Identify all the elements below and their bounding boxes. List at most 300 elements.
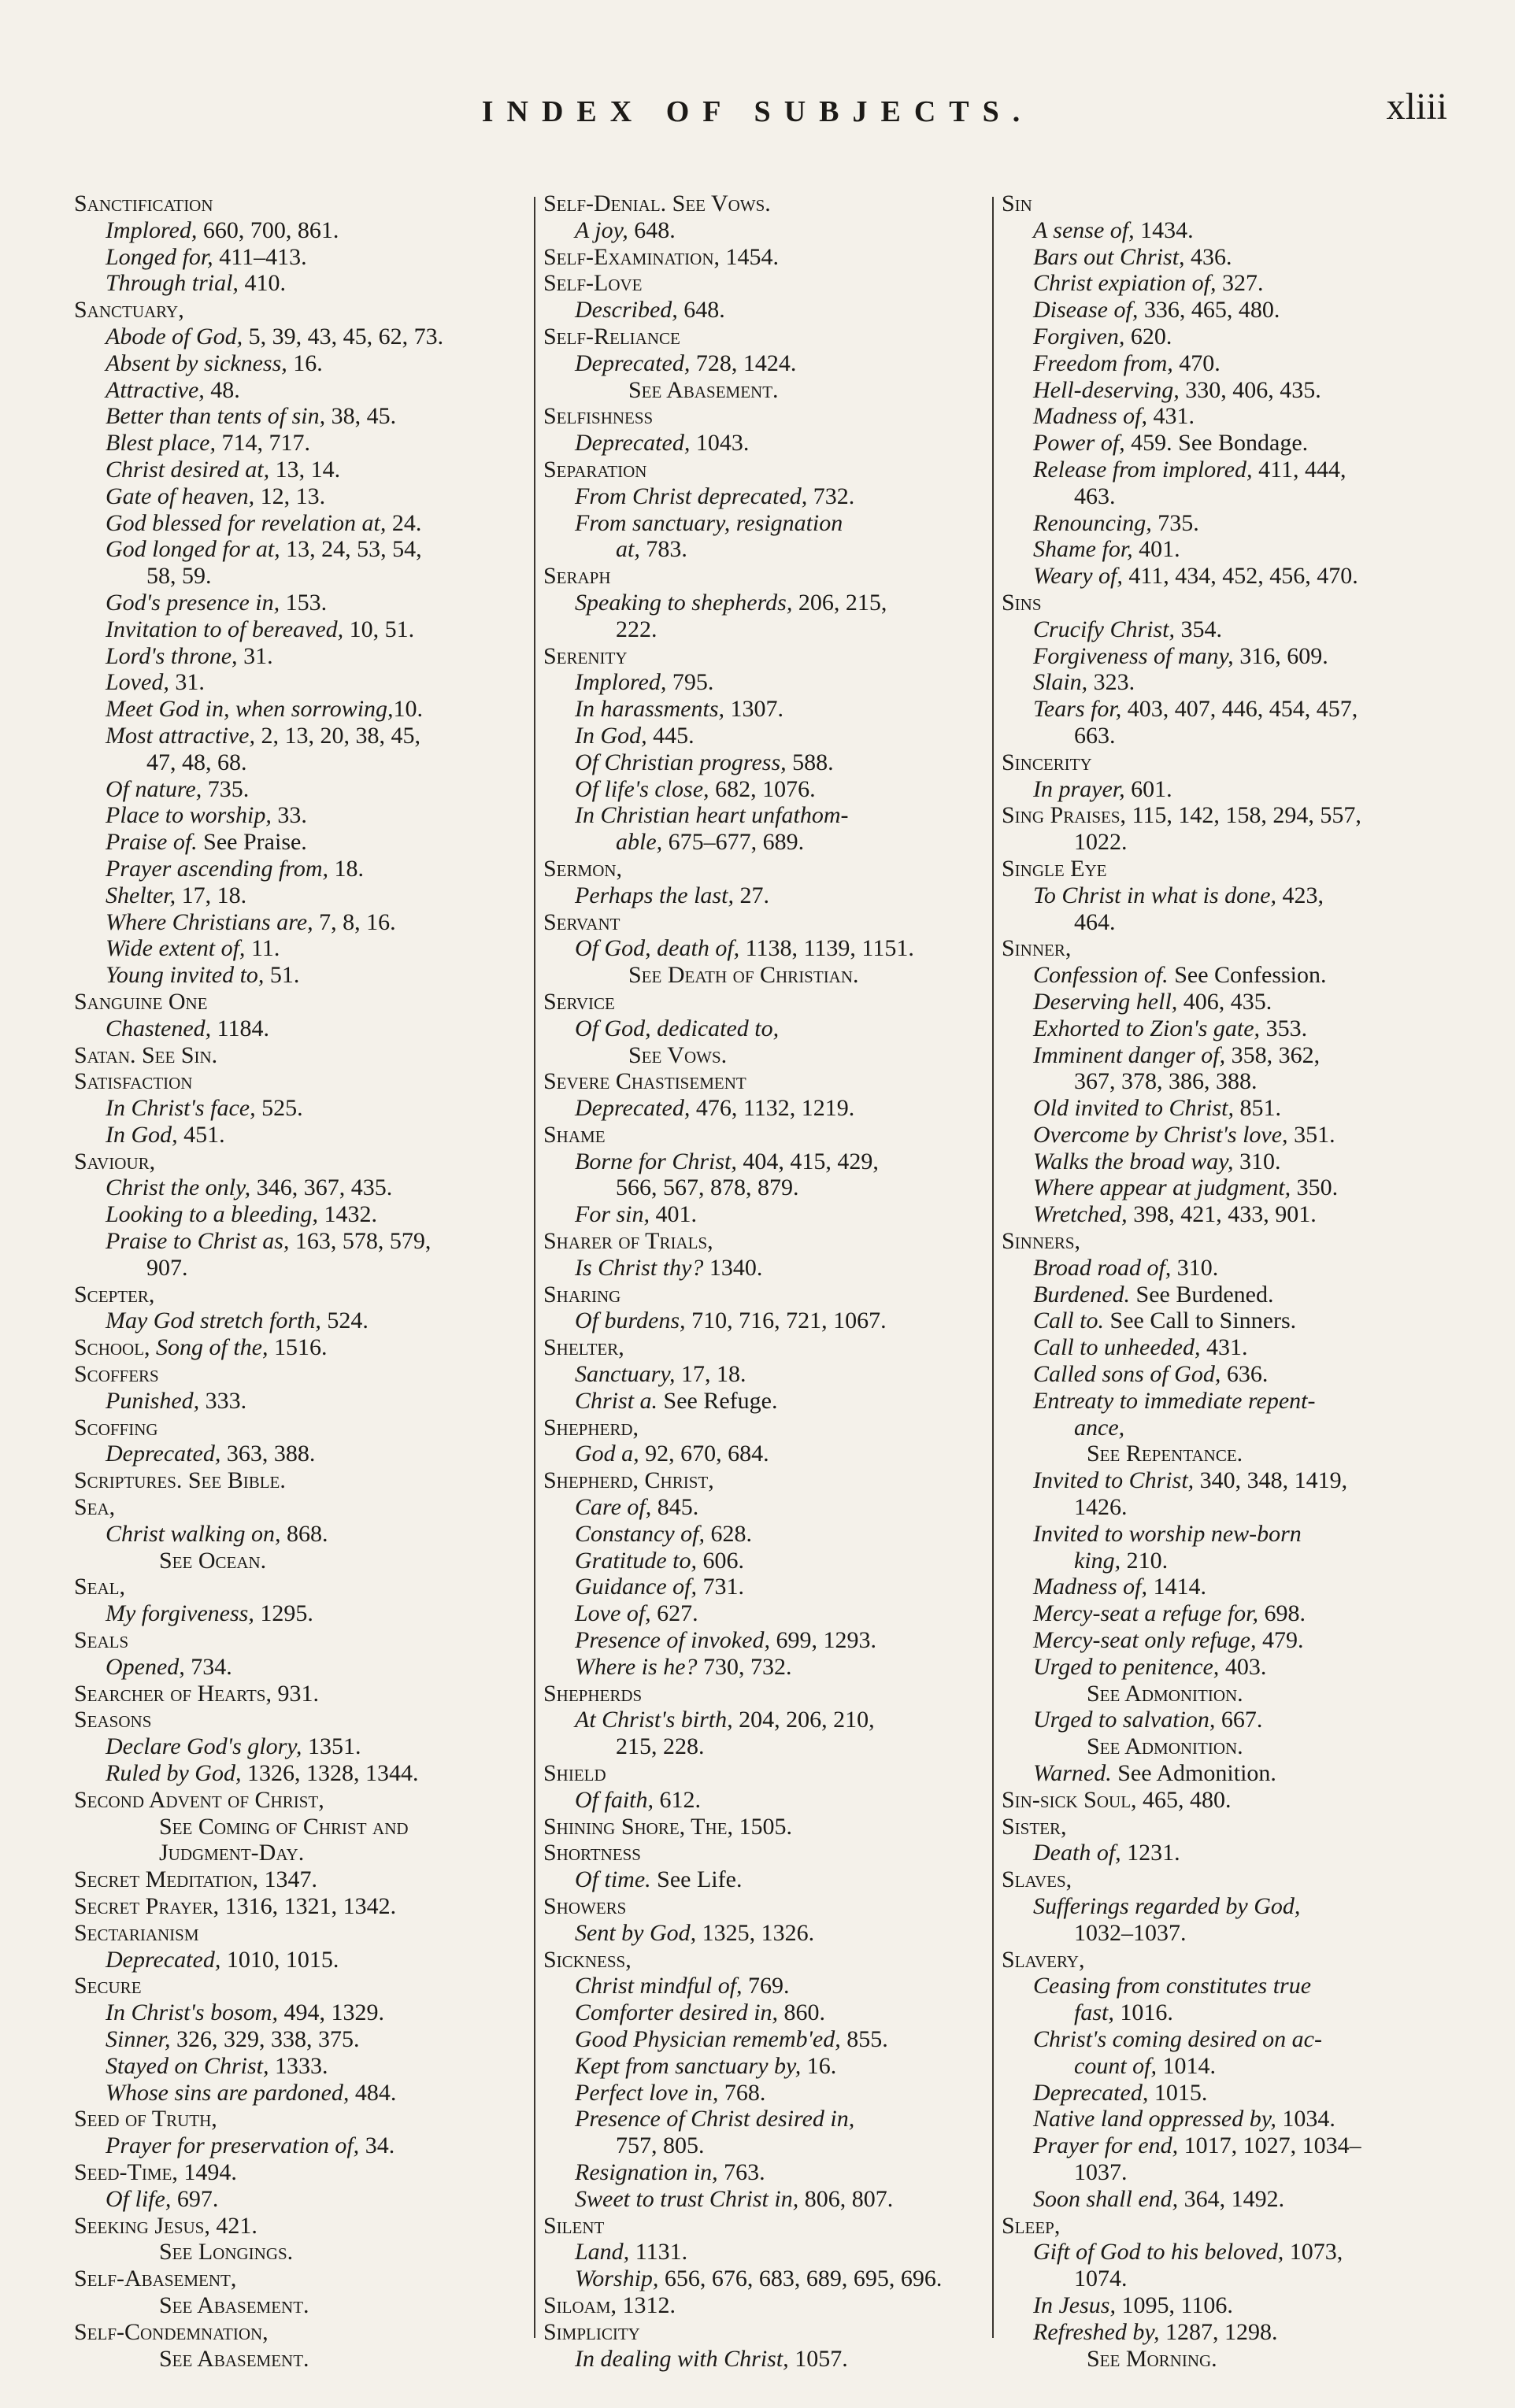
index-subentry [543,1308,995,1334]
subentry-refs: 7, 8, 16. [313,908,396,935]
subentry-refs: 1340. [703,1254,763,1281]
subentry-topic: Exhorted to Zion's gate, [1033,1015,1261,1041]
index-heading: Satan. See Sin. [74,1041,218,1068]
subentry-topic: Where is he? [575,1653,698,1680]
subentry-topic: Through trial, [106,270,239,297]
subentry-refs: 11. [245,935,280,962]
subentry-refs: 636. [1221,1361,1269,1388]
index-subentry [74,244,526,271]
index-subentry [74,2186,526,2213]
subentry-refs: 476, 1132, 1219. [690,1095,855,1122]
index-subentry [1002,1388,1455,1415]
subentry-refs: 851. [1234,1095,1281,1122]
subentry-refs: 699, 1293. [769,1627,876,1654]
subentry-refs: 346, 367, 435. [250,1174,393,1201]
index-subentry [1002,1255,1455,1282]
subentry-refs: 354. [1175,616,1223,642]
subentry-topic: Resignation in, [575,2158,718,2185]
subentry-refs: 48. [204,376,240,403]
index-subentry [1002,2239,1455,2266]
index-subentry [1002,430,1455,457]
subentry-refs: 1010, 1015. [220,1946,339,1973]
subentry-topic: Invited to Christ, [1033,1467,1195,1494]
subentry-topic: Call to. [1033,1308,1105,1334]
index-heading: Self-Condemnation, [74,2318,269,2345]
index-heading: Seraph [543,563,611,590]
running-title: INDEX OF SUBJECTS. [481,95,1034,128]
subentry-refs: 524. [320,1308,369,1334]
continuation-line [543,536,995,563]
index-subentry [543,1388,995,1415]
index-subentry [543,590,995,616]
index-subentry [74,510,526,537]
index-subentry [543,2346,995,2373]
subentry-refs: 431. [1147,403,1195,430]
index-heading: Sanctification [74,190,213,216]
subentry-topic: God's presence in, [106,589,280,616]
subentry-topic: Deprecated, [106,1441,221,1467]
index-subentry [1002,1760,1455,1787]
subentry-topic: Death of, [1033,1840,1121,1866]
subentry-topic: Christ the only, [106,1174,251,1201]
subentry-topic: Sent by God, [575,1919,697,1946]
index-subentry [74,909,526,936]
index-heading: Shield [543,1760,606,1787]
index-heading: Self-Reliance [543,323,680,350]
index-subentry [74,1733,526,1760]
subentry-refs: 714, 717. [215,430,310,457]
subentry-refs: 10. [393,696,424,723]
subentry-refs: 588. [786,749,834,775]
subentry-refs: 31. [169,669,205,696]
subentry-topic: Deprecated, [1033,2079,1149,2106]
index-heading: Seasons [74,1707,152,1733]
subentry-topic: able, [616,829,663,856]
subentry-topic: In harassments, [575,696,725,723]
index-subentry [1002,1973,1455,1999]
subentry-refs: 403. [1219,1653,1267,1680]
index-subentry [74,1308,526,1334]
subentry-refs: 1073, [1283,2239,1343,2266]
index-subentry [74,882,526,909]
subentry-topic: Wide extent of, [106,935,246,962]
index-subentry [543,882,995,909]
subentry-refs: 310. [1171,1254,1219,1281]
subentry-refs: 648. [628,216,676,243]
index-heading: Self-Love [543,270,643,297]
subentry-refs: 860. [778,1999,826,2026]
subentry-topic: Urged to salvation, [1033,1707,1216,1733]
see-reference: See Morning. [1087,2345,1217,2372]
subentry-topic: Praise to Christ as, [106,1228,290,1255]
index-heading: Seed-Time, 1494. [74,2158,237,2185]
subentry-topic: In prayer, [1033,775,1125,802]
subentry-refs: 5, 39, 43, 45, 62, 73. [243,323,444,350]
index-subentry [74,217,526,244]
subentry-refs: 210. [1121,1547,1169,1574]
index-subentry [74,2026,526,2053]
see-reference: See Repentance. [1087,1441,1243,1467]
subentry-refs: 795. [666,669,714,696]
index-subentry [1002,1467,1455,1494]
subentry-refs: 404, 415, 429, [736,1148,879,1174]
index-subentry [74,430,526,457]
continuation-line: 1426. [1074,1494,1128,1521]
subentry-refs: See Praise. [197,829,307,856]
subentry-topic: Perfect love in, [575,2079,719,2106]
continuation-line: 1022. [1074,829,1128,856]
subentry-refs: 806, 807. [798,2185,894,2212]
index-subentry [74,457,526,483]
subentry-topic: Disease of, [1033,297,1139,324]
subentry-topic: Of life's close, [575,775,709,802]
index-subentry [1002,1174,1455,1201]
subentry-topic: Prayer for end, [1033,2132,1179,2159]
subentry-refs: 612. [654,1786,702,1813]
index-subentry [543,935,995,962]
subentry-topic: Invitation to of bereaved, [106,616,344,642]
continuation-line: 58, 59. [146,563,212,590]
subentry-refs: 783. [639,536,687,563]
see-reference: See Abasement. [159,2345,309,2372]
index-subentry [1002,989,1455,1015]
see-reference: See Abasement. [159,2291,309,2318]
index-subentry [543,1255,995,1282]
index-subentry [543,696,995,723]
continuation-line: 47, 48, 68. [146,749,247,775]
index-heading: Scoffers [74,1361,159,1388]
subentry-topic: Attractive, [106,376,205,403]
index-subentry [74,1174,526,1201]
index-heading: Sing Praises, 115, 142, 158, 294, 557, [1002,802,1361,829]
index-subentry [543,1627,995,1654]
continuation-line [1002,1999,1455,2026]
subentry-topic: Whose sins are pardoned, [106,2079,350,2106]
index-heading: Sanctuary, [74,297,184,324]
index-subentry [74,590,526,616]
index-subentry [543,1149,995,1175]
subentry-topic: Worship, [575,2266,659,2292]
subentry-topic: Where Christians are, [106,908,313,935]
index-subentry [74,1095,526,1122]
index-subentry [1002,1122,1455,1149]
index-subentry [1002,1334,1455,1361]
subentry-topic: Deserving hell, [1033,988,1178,1015]
subentry-refs: 16. [287,350,323,376]
subentry-topic: Constancy of, [575,1520,705,1547]
subentry-topic: Borne for Christ, [575,1148,737,1174]
index-subentry [1002,1361,1455,1388]
continuation-line [1002,1548,1455,1574]
subentry-refs: 1326, 1328, 1344. [241,1760,419,1787]
subentry-topic: count of, [1074,2052,1157,2079]
index-columns [0,190,1515,2372]
subentry-refs: 163, 578, 579, [289,1228,432,1255]
subentry-refs: 358, 362, [1225,1041,1321,1068]
subentry-refs: 310. [1233,1148,1281,1174]
continuation-line: 1037. [1074,2158,1128,2185]
subentry-refs: 731. [696,1574,744,1600]
subentry-refs: 1295. [254,1600,313,1627]
subentry-refs: 330, 406, 435. [1179,376,1321,403]
subentry-refs: 1333. [269,2052,328,2079]
subentry-topic: God longed for at, [106,536,280,563]
subentry-refs: 735. [202,775,250,802]
index-subentry [1002,1574,1455,1600]
subentry-topic: In Christ's bosom, [106,1999,278,2026]
index-subentry [74,2053,526,2080]
index-heading: Seeking Jesus, 421. [74,2212,257,2239]
subentry-topic: Wretched, [1033,1201,1128,1228]
subentry-refs: 398, 421, 433, 901. [1127,1201,1317,1228]
subentry-topic: Imminent danger of, [1033,1041,1226,1068]
index-subentry [1002,244,1455,271]
index-subentry [1002,1095,1455,1122]
subentry-topic: Perhaps the last, [575,882,734,908]
index-subentry [1002,1042,1455,1069]
subentry-topic: Care of, [575,1494,652,1521]
subentry-refs: 423, [1276,882,1324,908]
subentry-refs: 17, 18. [176,882,247,908]
subentry-refs: 667. [1215,1707,1263,1733]
index-heading [74,1334,526,1361]
subentry-refs: 855. [840,2025,888,2052]
subentry-refs: 734. [184,1653,232,1680]
index-heading: Showers [543,1893,627,1919]
subentry-topic: Kept from sanctuary by, [575,2052,802,2079]
subentry-refs: 735. [1151,509,1199,536]
index-subentry [543,749,995,776]
subentry-topic: Warned. [1033,1760,1112,1787]
index-subentry [1002,1627,1455,1654]
subentry-refs: 411, 444, [1252,456,1346,483]
index-subentry [1002,1201,1455,1228]
subentry-topic: Native land oppressed by, [1033,2106,1276,2132]
index-subentry [543,2159,995,2186]
subentry-refs: 698. [1258,1600,1306,1627]
subentry-topic: Deprecated, [575,1095,691,1122]
index-subentry [74,324,526,350]
index-subentry [543,510,995,537]
see-reference: See Longings. [159,2239,294,2266]
continuation-line: 463. [1074,483,1116,509]
index-subentry [1002,962,1455,989]
index-heading: Shining Shore, The, 1505. [543,1813,792,1840]
subentry-refs: 697. [171,2185,219,2212]
subentry-topic: Urged to penitence, [1033,1653,1220,1680]
subentry-topic: In God, [106,1121,178,1148]
subentry-refs: See Confession. [1168,962,1327,989]
see-reference: See Coming of Christ and [159,1813,409,1840]
subentry-topic: Good Physician rememb'ed, [575,2025,841,2052]
subentry-refs: 845. [651,1494,699,1521]
index-heading: Sin-sick Soul, 465, 480. [1002,1786,1232,1813]
subentry-refs: See Refuge. [657,1387,778,1414]
subentry-topic: Opened, [106,1653,185,1680]
subentry-refs: 1034. [1276,2106,1335,2132]
index-subentry [74,829,526,856]
subentry-topic: king, [1074,1547,1121,1574]
subentry-refs: 648. [677,297,725,324]
subentry-topic: Ruled by God, [106,1760,242,1787]
subentry-refs: 470. [1172,350,1221,376]
subentry-topic: Mercy-seat a refuge for, [1033,1600,1259,1627]
subentry-refs: 1231. [1121,1840,1180,1866]
subentry-topic: Gratitude to, [575,1547,697,1574]
index-subentry [543,1574,995,1600]
index-subentry [74,1441,526,1467]
index-subentry [543,2266,995,2292]
index-subentry [1002,1840,1455,1866]
subentry-topic: Old invited to Christ, [1033,1095,1234,1122]
subentry-refs: 628. [705,1520,752,1547]
subentry-refs: 1057. [788,2345,848,2372]
subentry-topic: Refreshed by, [1033,2318,1160,2345]
index-subentry [74,1654,526,1681]
index-subentry [543,1999,995,2026]
subentry-topic: Of Christian progress, [575,749,787,775]
subentry-topic: Entreaty to immediate repent- [1033,1387,1316,1414]
index-subentry [74,270,526,297]
subentry-refs: 13, 24, 53, 54, [280,536,422,563]
subentry-refs: 1351. [302,1733,361,1760]
index-subentry [543,1600,995,1627]
subentry-refs: 16. [801,2052,837,2079]
subentry-refs: 12, 13. [254,483,326,509]
subentry-topic: Confession of. [1033,962,1169,989]
subentry-refs: 1307. [724,696,784,723]
subentry-refs: 732. [807,483,855,509]
subentry-topic: Stayed on Christ, [106,2052,269,2079]
index-heading: Single Eye [1002,855,1107,882]
subentry-topic: God blessed for revelation at, [106,509,387,536]
continuation-line: 464. [1074,908,1116,935]
subentry-topic: Young invited to, [106,962,265,989]
subentry-topic: Of nature, [106,775,202,802]
subentry-topic: Renouncing, [1033,509,1152,536]
subentry-topic: Hell-deserving, [1033,376,1180,403]
subentry-topic: Release from implored, [1033,456,1253,483]
index-subentry [1002,2292,1455,2319]
index-subentry [1002,297,1455,324]
see-reference: See Vows. [628,1041,728,1068]
subentry-topic: In Jesus, [1033,2291,1116,2318]
subentry-topic: To Christ in what is done, [1033,882,1276,908]
subentry-refs: 1131. [629,2239,688,2266]
index-subentry [543,1866,995,1893]
subentry-topic: Power of, [1033,430,1125,457]
subentry-refs: 627. [650,1600,698,1627]
continuation-line [1002,2053,1455,2080]
subentry-refs: 1138, 1139, 1151. [739,935,914,962]
subentry-refs: 326, 329, 338, 375. [170,2025,360,2052]
index-subentry [1002,1308,1455,1334]
subentry-refs: 1414. [1147,1574,1206,1600]
subentry-refs: 351. [1287,1121,1335,1148]
index-heading: Seal, [74,1574,126,1600]
subentry-topic: Better than tents of sin, [106,403,326,430]
continuation-line: 1032–1037. [1074,1919,1187,1946]
subentry-refs: 24. [386,509,422,536]
subentry-topic: Sufferings regarded by God, [1033,1893,1301,1919]
subentry-topic: A joy, [575,216,628,243]
subentry-refs: 336, 465, 480. [1138,297,1280,324]
subentry-topic: Presence of Christ desired in, [575,2106,855,2132]
index-subentry [74,2132,526,2159]
index-subentry [1002,2186,1455,2213]
heading-italic: Song of the, [150,1334,269,1361]
index-subentry [74,483,526,510]
subentry-topic: Described, [575,297,678,324]
index-heading: Sickness, [543,1946,632,1973]
continuation-line [543,829,995,856]
subentry-topic: Mercy-seat only refuge, [1033,1627,1257,1654]
index-subentry [74,856,526,882]
index-subentry [1002,882,1455,909]
subentry-refs: 445. [646,722,695,749]
index-subentry [74,669,526,696]
index-subentry [1002,563,1455,590]
index-subentry [74,2080,526,2107]
subentry-topic: Deprecated, [575,350,691,376]
subentry-refs: 316, 609. [1233,642,1328,669]
index-heading: Scoffing [74,1414,158,1441]
index-heading: Shepherd, [543,1414,639,1441]
index-heading: Shelter, [543,1334,624,1361]
subentry-topic: From sanctuary, resignation [575,509,843,536]
subentry-topic: Blest place, [106,430,216,457]
continuation-line: 566, 567, 878, 879. [616,1174,799,1201]
index-heading: Second Advent of Christ, [74,1786,324,1813]
subentry-refs: 10, 51. [343,616,415,642]
index-heading: Sinners, [1002,1228,1081,1255]
subentry-refs: 18. [328,855,365,882]
index-heading: Sharing [543,1281,621,1308]
index-subentry [543,802,995,829]
index-subentry [1002,1282,1455,1308]
subentry-topic: Crucify Christ, [1033,616,1176,642]
subentry-topic: Place to worship, [106,802,272,829]
subentry-topic: at, [616,536,640,563]
subentry-topic: Forgiveness of many, [1033,642,1234,669]
subentry-refs: 206, 215, [792,589,887,616]
subentry-topic: Gift of God to his beloved, [1033,2239,1284,2266]
subentry-topic: Sweet to trust Christ in, [575,2185,799,2212]
index-heading: Secret Prayer, 1316, 1321, 1342. [74,1893,397,1919]
subentry-topic: Slain, [1033,669,1088,696]
see-reference: Judgment-Day. [159,1840,305,1866]
subentry-refs: 606. [697,1547,744,1574]
index-subentry [74,1228,526,1255]
index-subentry [543,2106,995,2132]
index-subentry [74,643,526,670]
index-subentry [1002,1600,1455,1627]
index-subentry [74,1201,526,1228]
index-subentry [543,217,995,244]
subentry-refs: 411, 434, 452, 456, 470. [1122,563,1358,590]
subentry-refs: 1432. [317,1201,377,1228]
subentry-topic: Most attractive, [106,722,255,749]
subentry-refs: 675–677, 689. [662,829,805,856]
subentry-topic: Christ a. [575,1387,658,1414]
index-subentry [543,2080,995,2107]
subentry-refs: 1184. [211,1015,270,1041]
subentry-topic: Forgiven, [1033,323,1125,350]
index-subentry [543,1015,995,1042]
index-subentry [1002,669,1455,696]
subentry-refs: 459. See Bondage. [1124,430,1309,457]
subentry-topic: Land, [575,2239,630,2266]
